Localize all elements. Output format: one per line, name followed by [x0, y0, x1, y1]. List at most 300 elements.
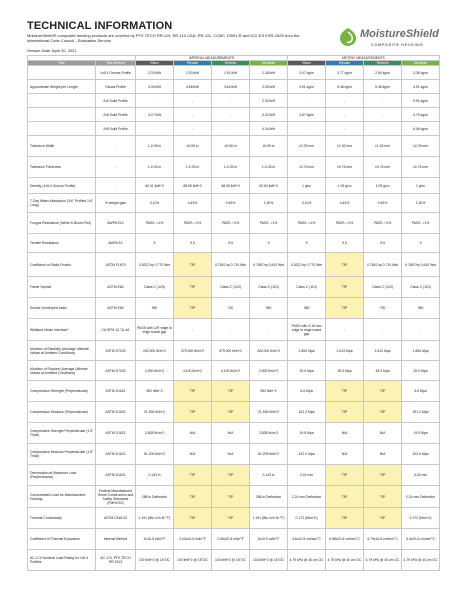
- value-cell: 0.768 Dry 0.710 Wet: [364, 253, 402, 277]
- value-cell: 9: [136, 234, 174, 253]
- table-row: [28, 234, 440, 253]
- value-cell: 3x10-5 in/in/°F: [136, 529, 174, 550]
- test-method: ASTM E84: [96, 277, 136, 298]
- value-cell: 2.32 lb/ft: [250, 94, 288, 108]
- value-cell: 2.26 lb/ft: [250, 66, 288, 80]
- moistureshield-logo: [338, 26, 439, 52]
- value-cell: TIP: [326, 508, 364, 529]
- test-method: AWPA E1: [96, 234, 136, 253]
- property-label: Flame Spread: [28, 277, 96, 298]
- property-label: Compression Modulus (Perpendicular): [28, 402, 96, 423]
- value-cell: 262,000 lb/in^2: [250, 341, 288, 361]
- property-label: [28, 94, 96, 108]
- value-cell: TIP: [212, 402, 250, 423]
- logo-tagline: COMPOSITE DECKING: [371, 42, 424, 47]
- column-header: Test: [28, 61, 96, 66]
- value-cell: 962 lb/in^2: [136, 381, 174, 402]
- value-cell: 9.5: [326, 234, 364, 253]
- value-cell: TIP: [364, 402, 402, 423]
- value-cell: 2.33 lb/ft: [136, 66, 174, 80]
- test-method: ASTM D1621: [96, 444, 136, 465]
- value-cell: N/A: [212, 423, 250, 444]
- value-cell: N/A: [212, 444, 250, 465]
- test-method: ASTM D1621: [96, 423, 136, 444]
- test-method: AWPA E10: [96, 213, 136, 234]
- value-cell: Class C (110): [402, 277, 440, 298]
- column-header: Elevate: [326, 61, 364, 66]
- value-cell: 1-0.03 in: [136, 157, 174, 178]
- value-cell: 422.0 Mpa: [402, 444, 440, 465]
- value-cell: TIP: [174, 402, 212, 423]
- value-cell: Class C (120): [364, 277, 402, 298]
- value-cell: 350: [288, 298, 326, 319]
- value-cell: ±0.76 mm: [288, 157, 326, 178]
- value-cell: -: [326, 319, 364, 341]
- value-cell: 3.47 kg/m: [288, 66, 326, 80]
- value-cell: 100 lb/ft^2 @ 16"OC: [136, 550, 174, 571]
- value-cell: 262,000 lb/in^2: [136, 341, 174, 361]
- value-cell: -: [364, 122, 402, 136]
- value-cell: 100 lb/ft^2 @ 16"OC: [250, 550, 288, 571]
- test-method: -: [96, 178, 136, 194]
- value-cell: -: [136, 94, 174, 108]
- value-cell: TIP: [174, 381, 212, 402]
- value-cell: 5.48 kg/m: [326, 80, 364, 94]
- table-row: [28, 122, 440, 136]
- value-cell: 1.30%: [402, 194, 440, 213]
- value-cell: 20.0 Mpa: [288, 361, 326, 381]
- value-cell: N/A: [174, 444, 212, 465]
- value-cell: 2,613 Mpa: [326, 341, 364, 361]
- value-cell: ±0.76 mm: [364, 157, 402, 178]
- value-cell: 2.24 mm Deflection: [288, 486, 326, 508]
- value-cell: 9.5: [174, 234, 212, 253]
- technical-spec-table: [27, 55, 440, 571]
- value-cell: 21,926 lb/in^2: [250, 402, 288, 423]
- value-cell: 1.91 lb/ft: [212, 66, 250, 80]
- value-cell: TIP: [174, 486, 212, 508]
- property-label: AC-174 Nominal Load Rating for 1x5.4 Profiles: [28, 550, 96, 571]
- table-row: [28, 136, 440, 157]
- value-cell: 5.4x10-5 cm/cm/°C: [402, 529, 440, 550]
- value-cell: 9: [250, 234, 288, 253]
- value-cell: 100 lb/ft^2 @ 16"OC: [174, 550, 212, 571]
- property-label: Wildland Urban Interface*: [28, 319, 96, 341]
- value-cell: N/A: [174, 423, 212, 444]
- property-label: Compression Strength (Perpendicular): [28, 381, 96, 402]
- value-cell: 0.49%: [364, 194, 402, 213]
- value-cell: 1 g/cc: [402, 178, 440, 194]
- property-label: Modulus of Elasticity (Average Ultimate Values at Ambient Conditions): [28, 341, 96, 361]
- value-cell: 3.6x10-5 cm/cm/°C: [288, 529, 326, 550]
- value-cell: 3.77 kg/m: [326, 66, 364, 80]
- table-row: [28, 108, 440, 122]
- value-cell: TIP: [326, 402, 364, 423]
- property-label: Smoke Developed Index: [28, 298, 96, 319]
- test-method: AC-174, PFS TECO RR-0113: [96, 550, 136, 571]
- value-cell: TIP: [212, 486, 250, 508]
- value-cell: Class C (120): [136, 277, 174, 298]
- value-cell: 1-0.03 in: [250, 157, 288, 178]
- value-cell: 2,900 lb/in^2: [250, 361, 288, 381]
- value-cell: N/A: [326, 444, 364, 465]
- value-cell: 0.785 Dry 0.810 Wet: [250, 253, 288, 277]
- value-cell: -: [364, 94, 402, 108]
- value-cell: 350: [250, 298, 288, 319]
- test-method: ASTM F1679: [96, 253, 136, 277]
- value-cell: 0.832 Dry 0.770 Wet: [288, 253, 326, 277]
- value-cell: PASS with 1/8" edge to edge board gap: [136, 319, 174, 341]
- value-cell: N/A: [364, 423, 402, 444]
- value-cell: PASS, <1%: [174, 213, 212, 234]
- value-cell: 2,613 Mpa: [364, 341, 402, 361]
- value-cell: 3x10-5 in/in/°F: [250, 529, 288, 550]
- value-cell: 4.79 kg/m: [402, 108, 440, 122]
- value-cell: -: [174, 108, 212, 122]
- test-method: ASTM D1621: [96, 465, 136, 486]
- property-label: Density (1x5.4 Groove Profile): [28, 178, 96, 194]
- value-cell: ±0.76 mm: [402, 157, 440, 178]
- value-cell: 9.5: [364, 234, 402, 253]
- table-row: [28, 194, 440, 213]
- value-cell: 4.79 kPa @ 40 cm OC: [326, 550, 364, 571]
- property-label: [28, 108, 96, 122]
- group-metric-header: METRIC MEASUREMENTS: [288, 56, 440, 61]
- value-cell: 4.79 kPa @ 40 cm OC: [402, 550, 440, 571]
- value-cell: Class C (110): [288, 277, 326, 298]
- value-cell: ±2.29 mm: [402, 136, 440, 157]
- table-row: [28, 486, 440, 508]
- value-cell: 28.3 Mpa: [326, 361, 364, 381]
- value-cell: 700: [364, 298, 402, 319]
- value-cell: N/A: [326, 423, 364, 444]
- test-method: 2x6 Solid Profile: [96, 108, 136, 122]
- value-cell: ±0.09 in: [250, 136, 288, 157]
- value-cell: 3.27 lb/ft: [136, 108, 174, 122]
- value-cell: PASS, <1%: [326, 213, 364, 234]
- table-row: [28, 402, 440, 423]
- value-cell: TIP: [174, 298, 212, 319]
- value-cell: TIP: [174, 465, 212, 486]
- table-row: [28, 444, 440, 465]
- value-cell: 62.63 lb/ft^3: [250, 178, 288, 194]
- value-cell: 6.6 Mpa: [288, 381, 326, 402]
- value-cell: Class C (110): [250, 277, 288, 298]
- table-row: [28, 550, 440, 571]
- property-label: Modulus of Rupture (Average Ultimate Values at Ambient Conditions): [28, 361, 96, 381]
- value-cell: 62.41 lb/ft^3: [136, 178, 174, 194]
- table-row: [28, 213, 440, 234]
- test-method: ASTM D1621: [96, 402, 136, 423]
- table-row: [28, 508, 440, 529]
- value-cell: 3.22 lb/ft: [250, 108, 288, 122]
- value-cell: 3.24 mm: [288, 465, 326, 486]
- property-label: Deformation at Maximum Load (Perpendicular): [28, 465, 96, 486]
- value-cell: TIP: [212, 465, 250, 486]
- value-cell: 0.49%: [212, 194, 250, 213]
- property-label: [28, 66, 96, 80]
- value-cell: 0.832 Dry 0.770 Wet: [136, 253, 174, 277]
- value-cell: 422.0 Mpa: [288, 444, 326, 465]
- value-cell: ±0.76 mm: [326, 157, 364, 178]
- column-header: Vision: [288, 61, 326, 66]
- value-cell: -: [364, 108, 402, 122]
- value-cell: -: [288, 122, 326, 136]
- value-cell: 0.44%: [174, 194, 212, 213]
- property-label: 7-Day Water Absorption (3/4" Profiles 1/4" Long): [28, 194, 96, 213]
- value-cell: TIP: [212, 381, 250, 402]
- table-row: [28, 178, 440, 194]
- value-cell: 0.11%: [136, 194, 174, 213]
- value-cell: 9: [288, 234, 326, 253]
- value-cell: 0.143 in: [136, 465, 174, 486]
- table-row: [28, 319, 440, 341]
- test-method: ASTM D7032: [96, 361, 136, 381]
- value-cell: 4.91 kg/m: [402, 80, 440, 94]
- value-cell: 20.0 Mpa: [402, 361, 440, 381]
- value-cell: TIP: [326, 298, 364, 319]
- value-cell: ±2.29 mm: [288, 136, 326, 157]
- value-cell: -: [288, 94, 326, 108]
- value-cell: -: [212, 94, 250, 108]
- value-cell: 2.53 lb/ft: [174, 66, 212, 80]
- value-cell: TIP: [364, 486, 402, 508]
- value-cell: 700: [212, 298, 250, 319]
- value-cell: 61,209 lb/in^2: [250, 444, 288, 465]
- test-method: 2x6 Solid Profile: [96, 94, 136, 108]
- value-cell: 4,100 lb/in^2: [212, 361, 250, 381]
- value-cell: 3.30 lb/ft: [136, 80, 174, 94]
- value-cell: PASS, <1%: [402, 213, 440, 234]
- value-cell: 4.34 lb/ft: [250, 122, 288, 136]
- value-cell: TIP: [326, 465, 364, 486]
- value-cell: 0.768 Dry 0.710 Wet: [212, 253, 250, 277]
- version-date: Version Date: April 20, 2021: [27, 48, 77, 53]
- value-cell: TIP: [326, 277, 364, 298]
- value-cell: 1,806 Mpa: [402, 341, 440, 361]
- value-cell: PASS, <1%: [212, 213, 250, 234]
- value-cell: 3.03x10-5 in/in/°F: [174, 529, 212, 550]
- property-label: Compressive Modulus Perpendicular (1.5" Thick): [28, 444, 96, 465]
- value-cell: 1-0.03 in: [212, 157, 250, 178]
- value-cell: 4.79x10-5 cm/cm/°C: [364, 529, 402, 550]
- value-cell: 0.44%: [326, 194, 364, 213]
- table-row: [28, 465, 440, 486]
- value-cell: -: [364, 319, 402, 341]
- test-method: Fascia Profile: [96, 80, 136, 94]
- value-cell: TIP: [174, 508, 212, 529]
- value-cell: 61,209 lb/in^2: [136, 444, 174, 465]
- value-cell: 21,926 lb/in^2: [136, 402, 174, 423]
- value-cell: 379,000 lb/in^2: [174, 341, 212, 361]
- value-cell: TIP: [174, 277, 212, 298]
- value-cell: -: [174, 122, 212, 136]
- value-cell: 288 in Deflection: [136, 486, 174, 508]
- test-method: 2x8 Solid Profile: [96, 122, 136, 136]
- property-label: [28, 122, 96, 136]
- value-cell: 2.24 mm Deflection: [402, 486, 440, 508]
- value-cell: 3.25 lb/ft: [250, 80, 288, 94]
- value-cell: 68.05 lb/ft^3: [212, 178, 250, 194]
- value-cell: 6.46 kg/m: [402, 122, 440, 136]
- value-cell: PASS, <1%: [288, 213, 326, 234]
- value-cell: 1-0.03 in: [174, 157, 212, 178]
- value-cell: ±1.52 mm: [364, 136, 402, 157]
- column-header: Elevate: [174, 61, 212, 66]
- value-cell: 9: [402, 234, 440, 253]
- value-cell: 1 g/cc: [288, 178, 326, 194]
- value-cell: 28.3 Mpa: [364, 361, 402, 381]
- value-cell: 151.2 Mpa: [402, 402, 440, 423]
- table-row: [28, 80, 440, 94]
- value-cell: 962 lb/in^2: [250, 381, 288, 402]
- value-cell: N/A: [364, 444, 402, 465]
- table-row: [28, 341, 440, 361]
- leaf-icon: [338, 27, 358, 47]
- property-label: Compressive Strength Perpendicular (1.5" Thick): [28, 423, 96, 444]
- table-row: [28, 94, 440, 108]
- value-cell: 4.79 kPa @ 40 cm OC: [364, 550, 402, 571]
- column-header: Test Method: [96, 61, 136, 66]
- table-row: [28, 298, 440, 319]
- value-cell: 0.172 (W/m·K): [288, 508, 326, 529]
- column-header: Refresh: [364, 61, 402, 66]
- value-cell: 350: [402, 298, 440, 319]
- value-cell: 4.87 kg/m: [288, 108, 326, 122]
- value-cell: TIP: [364, 508, 402, 529]
- property-label: Tolerance Thickness: [28, 157, 96, 178]
- test-method: % weight gain: [96, 194, 136, 213]
- value-cell: -: [402, 319, 440, 341]
- table-row: [28, 277, 440, 298]
- table-row: [28, 529, 440, 550]
- value-cell: 151.2 Mpa: [288, 402, 326, 423]
- test-method: ASTM E84: [96, 298, 136, 319]
- test-method: 1x5.4 Groove Profile: [96, 66, 136, 80]
- value-cell: TIP: [174, 253, 212, 277]
- value-cell: 5.48 kg/m: [364, 80, 402, 94]
- intro-text: MoistureShield® composite decking products are covered by PFS TECO RR-115, RR-110 CAN, RR-111, CCMC 13991-R and ICC-ES ESR-1625 from the International Code Council - Evaluation Service.: [27, 33, 300, 43]
- property-label: Coefficient of Static Friction: [28, 253, 96, 277]
- test-method: ASTM D7032: [96, 341, 136, 361]
- value-cell: 4.91 kg/m: [288, 80, 326, 94]
- value-cell: 4.79 kPa @ 40 cm OC: [288, 550, 326, 571]
- group-imperial-header: IMPERIAL MEASUREMENTS: [136, 56, 288, 61]
- value-cell: PASS, <1%: [250, 213, 288, 234]
- value-cell: -: [326, 108, 364, 122]
- column-header: Meridian: [250, 61, 288, 66]
- property-label: Coefficient of Thermal Expansion: [28, 529, 96, 550]
- property-label: Fungus Resistance (White & Brown Rot): [28, 213, 96, 234]
- value-cell: 1-0.09 in: [136, 136, 174, 157]
- property-label: Thermal Conductivity: [28, 508, 96, 529]
- value-cell: 2,828 lb/in^2: [136, 423, 174, 444]
- value-cell: 100 lb/ft^2 @ 16"OC: [212, 550, 250, 571]
- property-label: Concentrated Load for Manufactured Housing: [28, 486, 96, 508]
- value-cell: PASS with 3.18 mm edge to edge board gap: [288, 319, 326, 341]
- value-cell: -: [212, 122, 250, 136]
- value-cell: 4,100 lb/in^2: [174, 361, 212, 381]
- test-method: ASTM D1621: [96, 381, 136, 402]
- value-cell: TIP: [212, 508, 250, 529]
- column-header: Refresh: [212, 61, 250, 66]
- table-row: [28, 66, 440, 80]
- value-cell: ±0.06 in: [174, 136, 212, 157]
- value-cell: -: [326, 122, 364, 136]
- value-cell: 3.36 kg/m: [402, 66, 440, 80]
- table-row: [28, 423, 440, 444]
- test-method: CA SFM 12-7A-4A: [96, 319, 136, 341]
- value-cell: 1.09 g/cc: [364, 178, 402, 194]
- value-cell: 3.24 mm: [402, 465, 440, 486]
- value-cell: 68.05 lb/ft^3: [174, 178, 212, 194]
- value-cell: 19.5 Mpa: [402, 423, 440, 444]
- value-cell: TIP: [326, 253, 364, 277]
- value-cell: 6.6 Mpa: [402, 381, 440, 402]
- value-cell: 379,000 lb/in^2: [212, 341, 250, 361]
- test-method: Federal Manufactured Home Construction and Safety Standards (FMHCSS): [96, 486, 136, 508]
- table-row: [28, 381, 440, 402]
- value-cell: TIP: [326, 486, 364, 508]
- value-cell: 2,900 lb/in^2: [136, 361, 174, 381]
- test-method: Internal Method: [96, 529, 136, 550]
- value-cell: Class C (120): [212, 277, 250, 298]
- value-cell: -: [250, 319, 288, 341]
- property-label: Approximate Weight per Length: [28, 80, 96, 94]
- column-header: Vision: [136, 61, 174, 66]
- value-cell: TIP: [364, 465, 402, 486]
- value-cell: PASS, <1%: [364, 213, 402, 234]
- value-cell: -: [174, 94, 212, 108]
- value-cell: 2.84 kg/m: [364, 66, 402, 80]
- test-method: -: [96, 157, 136, 178]
- table-row: [28, 361, 440, 381]
- value-cell: 19.5 Mpa: [288, 423, 326, 444]
- page-title: TECHNICAL INFORMATION: [27, 20, 173, 32]
- value-cell: 1.191 (Btu in/h·ft²·°F): [250, 508, 288, 529]
- value-cell: 2,828 lb/in^2: [250, 423, 288, 444]
- value-cell: 2.66x10-5 in/in/°F: [212, 529, 250, 550]
- value-cell: 9.5: [212, 234, 250, 253]
- value-cell: 3.64 lb/ft: [212, 80, 250, 94]
- value-cell: 5.58x10-5 cm/cm/°C: [326, 529, 364, 550]
- value-cell: 0.11%: [288, 194, 326, 213]
- column-header: Meridian: [402, 61, 440, 66]
- value-cell: TIP: [364, 381, 402, 402]
- value-cell: 3.68 lb/ft: [174, 80, 212, 94]
- value-cell: 1,806 Mpa: [288, 341, 326, 361]
- table-row: [28, 157, 440, 178]
- value-cell: 1.30%: [250, 194, 288, 213]
- value-cell: -: [212, 319, 250, 341]
- logo-name: MoistureShield: [360, 28, 439, 40]
- table-row: [28, 253, 440, 277]
- value-cell: -: [326, 94, 364, 108]
- value-cell: -: [136, 122, 174, 136]
- value-cell: 350: [136, 298, 174, 319]
- value-cell: 0.785 Dry 0.810 Wet: [402, 253, 440, 277]
- value-cell: 9.91 kg/m: [402, 94, 440, 108]
- value-cell: 1.09 g/cc: [326, 178, 364, 194]
- test-method: ASTM C518-02: [96, 508, 136, 529]
- property-label: Tolerance Width: [28, 136, 96, 157]
- value-cell: -: [212, 108, 250, 122]
- value-cell: PASS, <1%: [136, 213, 174, 234]
- value-cell: 1.191 (Btu in/h·ft²·°F): [136, 508, 174, 529]
- value-cell: 0.143 in: [250, 465, 288, 486]
- value-cell: ±0.06 in: [212, 136, 250, 157]
- property-label: Termite Resistance: [28, 234, 96, 253]
